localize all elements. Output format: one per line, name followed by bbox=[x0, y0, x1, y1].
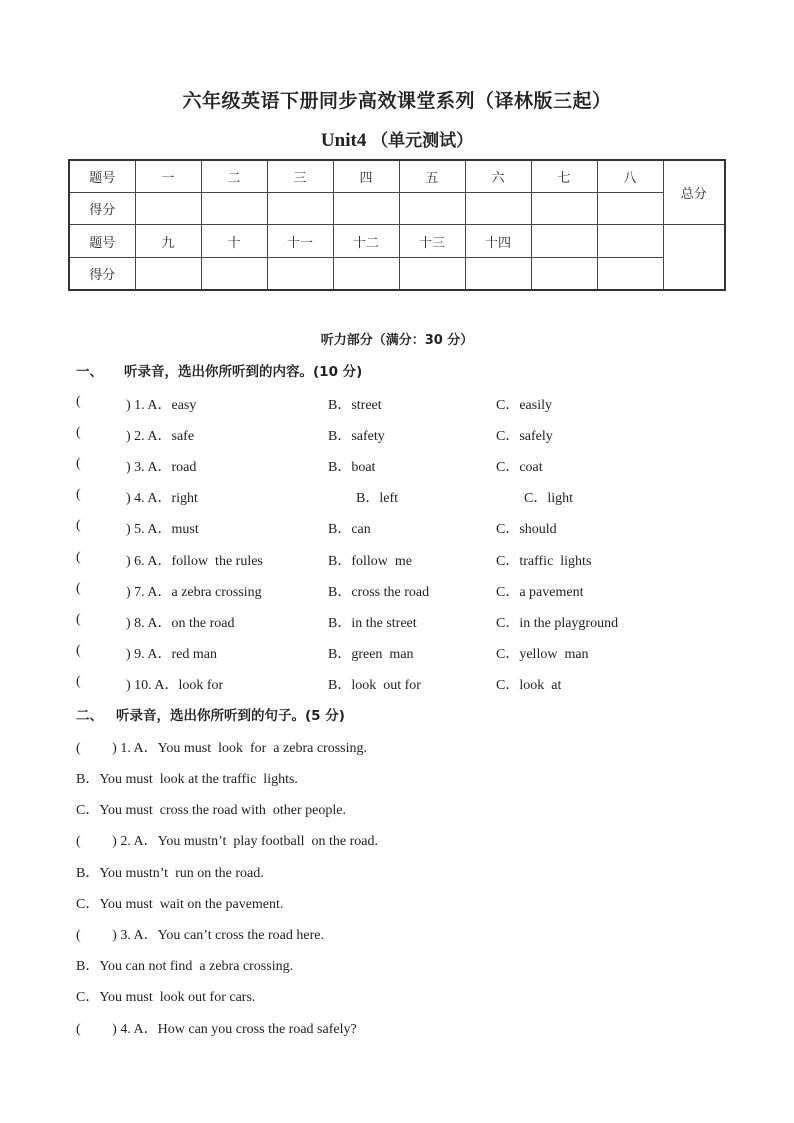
score-row-3 bbox=[69, 225, 725, 257]
score-cell[interactable] bbox=[465, 193, 531, 225]
score-row-label: 得分 bbox=[69, 193, 135, 225]
question-option-a: ) 10. A．look for bbox=[126, 678, 224, 693]
score-header-cell: 题号 bbox=[69, 225, 135, 257]
score-row-2 bbox=[69, 193, 725, 225]
question-option-c: C．look at bbox=[496, 678, 562, 693]
question-option-b: B．follow me bbox=[328, 554, 412, 569]
score-cell[interactable] bbox=[399, 257, 465, 290]
question-option-b: B．safety bbox=[328, 429, 385, 444]
sentence-line: B．You can not find a zebra crossing. bbox=[76, 959, 294, 974]
score-row-label: 得分 bbox=[69, 257, 135, 290]
question-row: ( ) 9. A．red man B．green man C．yellow man bbox=[76, 643, 589, 662]
sentence-line: C．You must wait on the pavement. bbox=[76, 897, 284, 912]
question-option-b: B．look out for bbox=[328, 678, 421, 693]
score-cell[interactable] bbox=[597, 193, 663, 225]
score-header-cell: 题号 bbox=[69, 160, 135, 193]
score-cell[interactable] bbox=[201, 193, 267, 225]
question-option-c: C．should bbox=[496, 522, 557, 537]
score-header-cell: 七 bbox=[531, 160, 597, 193]
score-cell[interactable] bbox=[465, 257, 531, 290]
sentence-line: C．You must look out for cars. bbox=[76, 990, 256, 1005]
question-option-b: B．street bbox=[328, 398, 382, 413]
question-option-c: C．in the playground bbox=[496, 616, 619, 631]
score-cell[interactable] bbox=[135, 193, 201, 225]
score-cell[interactable] bbox=[597, 257, 663, 290]
part1-number: 一、 bbox=[76, 364, 103, 380]
question-option-a: ) 8. A．on the road bbox=[126, 616, 235, 631]
score-header-cell: 九 bbox=[135, 225, 201, 257]
question-option-c: C．yellow man bbox=[496, 647, 589, 662]
score-cell[interactable] bbox=[531, 257, 597, 290]
score-header-cell: 三 bbox=[267, 160, 333, 193]
part2-number: 二、 bbox=[76, 708, 103, 724]
score-cell[interactable] bbox=[333, 257, 399, 290]
score-cell[interactable] bbox=[135, 257, 201, 290]
question-option-a: ) 3. A．road bbox=[126, 460, 197, 475]
question-option-a: ) 4. A．right bbox=[126, 491, 198, 506]
question-option-b: B．cross the road bbox=[328, 585, 430, 600]
page-title: 六年级英语下册同步高效课堂系列（译林版三起） bbox=[182, 90, 612, 112]
question-row: ( ) 5. A．must B．can C．should bbox=[76, 518, 557, 537]
question-row: ( ) 3. A．road B．boat C．coat bbox=[76, 456, 543, 475]
score-header-cell: 四 bbox=[333, 160, 399, 193]
question-option-b: B．left bbox=[356, 491, 398, 506]
unit-test-label: （单元测试） bbox=[371, 131, 474, 151]
question-option-c: C．coat bbox=[496, 460, 543, 475]
score-cell[interactable] bbox=[333, 193, 399, 225]
question-row: ( ) 8. A．on the road B．in the street C．in the playground bbox=[76, 612, 619, 631]
question-row: ( ) 7. A．a zebra crossing B．cross the road C．a pavement bbox=[76, 581, 584, 600]
unit-subtitle bbox=[0, 126, 794, 152]
score-header-cell: 一 bbox=[135, 160, 201, 193]
question-option-c: C．traffic lights bbox=[496, 554, 592, 569]
part2-instructions: 听录音，选出你所听到的句子。(5 分) bbox=[116, 708, 345, 724]
score-cell[interactable] bbox=[399, 193, 465, 225]
score-cell[interactable] bbox=[267, 193, 333, 225]
sentence-line: ( ) 4. A．How can you cross the road safely? bbox=[76, 1022, 357, 1037]
score-row-4 bbox=[69, 257, 725, 290]
sentence-line: ( ) 1. A．You must look for a zebra crossing. bbox=[76, 741, 367, 756]
sentence-line: ( ) 3. A．You can’t cross the road here. bbox=[76, 928, 324, 943]
question-option-a: ) 5. A．must bbox=[126, 522, 199, 537]
question-option-c: C．light bbox=[524, 491, 574, 506]
question-option-c: C．a pavement bbox=[496, 585, 584, 600]
sentence-line: B．You must look at the traffic lights. bbox=[76, 772, 298, 787]
score-header-cell: 十四 bbox=[465, 225, 531, 257]
question-option-a: ) 1. A．easy bbox=[126, 398, 197, 413]
total-score-label: 总分 bbox=[663, 160, 725, 225]
score-cell[interactable] bbox=[201, 257, 267, 290]
question-option-c: C．easily bbox=[496, 398, 552, 413]
question-option-a: ) 2. A．safe bbox=[126, 429, 195, 444]
question-row: ( ) 4. A．right B．left C．light bbox=[76, 487, 574, 506]
question-option-c: C．safely bbox=[496, 429, 553, 444]
score-cell[interactable] bbox=[531, 193, 597, 225]
part2-heading bbox=[76, 704, 345, 724]
listening-section-header: 听力部分（满分：30 分） bbox=[320, 333, 474, 348]
score-header-cell bbox=[597, 225, 663, 257]
score-header-cell: 六 bbox=[465, 160, 531, 193]
score-header-cell: 八 bbox=[597, 160, 663, 193]
part1-instructions: 听录音，选出你所听到的内容。(10 分) bbox=[124, 364, 363, 380]
question-row: ( ) 1. A．easy B．street C．easily bbox=[76, 394, 552, 413]
question-row: ( ) 6. A．follow the rules B．follow me C．traffic lights bbox=[76, 550, 592, 569]
score-table bbox=[68, 159, 726, 291]
unit-label: Unit4 bbox=[320, 130, 367, 151]
sentence-line: ( ) 2. A．You mustn’t play football on the road. bbox=[76, 834, 379, 849]
score-header-cell: 五 bbox=[399, 160, 465, 193]
score-header-cell: 十三 bbox=[399, 225, 465, 257]
sentence-line: C．You must cross the road with other people. bbox=[76, 803, 346, 818]
question-option-b: B．boat bbox=[328, 460, 376, 475]
question-option-b: B．can bbox=[328, 522, 371, 537]
sentence-line: B．You mustn’t run on the road. bbox=[76, 866, 264, 881]
part1-heading bbox=[76, 360, 362, 380]
score-row-1 bbox=[69, 160, 725, 193]
question-row: ( ) 2. A．safe B．safety C．safely bbox=[76, 425, 553, 444]
score-header-cell: 十 bbox=[201, 225, 267, 257]
question-option-a: ) 9. A．red man bbox=[126, 647, 217, 662]
question-option-a: ) 6. A．follow the rules bbox=[126, 554, 263, 569]
score-cell[interactable] bbox=[267, 257, 333, 290]
question-row: ( ) 10. A．look for B．look out for C．look at bbox=[76, 674, 562, 693]
question-option-b: B．green man bbox=[328, 647, 414, 662]
score-header-cell: 十一 bbox=[267, 225, 333, 257]
score-header-cell: 十二 bbox=[333, 225, 399, 257]
question-option-b: B．in the street bbox=[328, 616, 417, 631]
score-header-cell bbox=[531, 225, 597, 257]
score-header-cell: 二 bbox=[201, 160, 267, 193]
question-option-a: ) 7. A．a zebra crossing bbox=[126, 585, 262, 600]
total-score-cell[interactable] bbox=[663, 225, 725, 290]
